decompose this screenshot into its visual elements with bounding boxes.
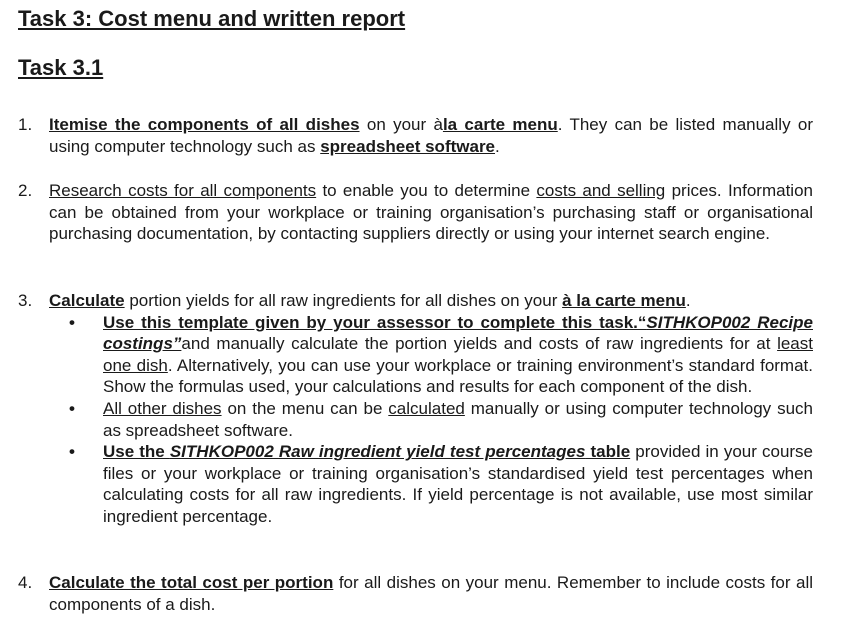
emphasis-other-dishes: All other dishes	[103, 398, 222, 418]
emphasis-spreadsheet: spreadsheet software	[320, 136, 496, 156]
emphasis-recipe-costings: SITHKOP002 Recipe costings”	[103, 312, 813, 354]
section-subtitle: Task 3.1	[18, 55, 104, 80]
text-segment: for all dishes on your menu. Remember to include costs for all components of a dish.	[49, 573, 814, 614]
text-segment: .	[685, 291, 691, 310]
text-segment: . Alternatively, you can use your workplace or training environment’s standard format. Show the formulas used, your calculations and results for each component of the dish.	[103, 355, 813, 397]
emphasis-table: table	[585, 442, 631, 462]
text-segment: provided in your course files or your workplace or training organisation’s standardised yield test percentages when calculating costs for all raw ingredients. If yield percentage is not available, use most similar ingredient percentage.	[103, 442, 814, 526]
bullet-item-2	[69, 398, 813, 441]
item-text	[49, 290, 813, 312]
item-text	[49, 114, 813, 157]
emphasis-research: Research costs for all components	[49, 181, 317, 200]
item-number: 1.	[18, 115, 33, 134]
emphasis-total-cost: Calculate the total cost per portion	[49, 573, 334, 592]
text-segment: portion yields for all raw ingredients for all dishes on your	[124, 291, 563, 310]
text-segment: on your à	[359, 115, 443, 134]
list-item-2	[18, 180, 813, 245]
list-item-4	[18, 572, 813, 615]
bullet-mark: •	[69, 398, 75, 418]
bullet-item-3	[69, 441, 814, 527]
emphasis-costs: costs and selling	[536, 181, 666, 200]
bullet-item-1	[69, 312, 813, 398]
list-item-3	[18, 290, 813, 528]
emphasis-least-one-dish: least one dish	[103, 334, 813, 375]
text-segment: on the menu can be	[221, 398, 389, 418]
list-item-1	[18, 114, 813, 157]
text-segment: manually or using computer technology such as spreadsheet software.	[103, 398, 813, 440]
emphasis-itemise: Itemise the components of all dishes	[49, 115, 360, 134]
emphasis-menu: à la carte menu	[562, 291, 686, 310]
emphasis-calculate: Calculate	[49, 291, 125, 310]
item-text	[49, 572, 813, 615]
bullet-mark: •	[69, 442, 75, 462]
emphasis-use-the: Use the	[103, 442, 170, 462]
bullet-mark: •	[69, 312, 75, 332]
text-segment: and manually calculate the portion yields and costs of raw ingredients for at	[181, 334, 778, 354]
emphasis-template: Use this template given by your assessor to complete this task.“	[103, 312, 647, 332]
text-segment: prices. Information can be obtained from your workplace or training organisation’s purchasing staff or organisational purchasing documentation, by contacting suppliers directly or using your internet search engine.	[49, 181, 813, 244]
emphasis-yield-test: SITHKOP002 Raw ingredient yield test percentages	[169, 442, 586, 462]
item-number: 3.	[18, 291, 33, 310]
text-segment: .	[495, 136, 500, 156]
page-title: Task 3: Cost menu and written report	[18, 6, 406, 31]
text-segment: to enable you to determine	[316, 181, 537, 200]
emphasis-menu: la carte menu	[442, 115, 558, 134]
item-number: 2.	[18, 181, 33, 200]
emphasis-calculated: calculated	[388, 398, 465, 418]
text-segment: . They can be listed manually or using computer technology such as	[49, 115, 813, 156]
item-number: 4.	[18, 573, 33, 592]
item-text	[49, 180, 813, 245]
